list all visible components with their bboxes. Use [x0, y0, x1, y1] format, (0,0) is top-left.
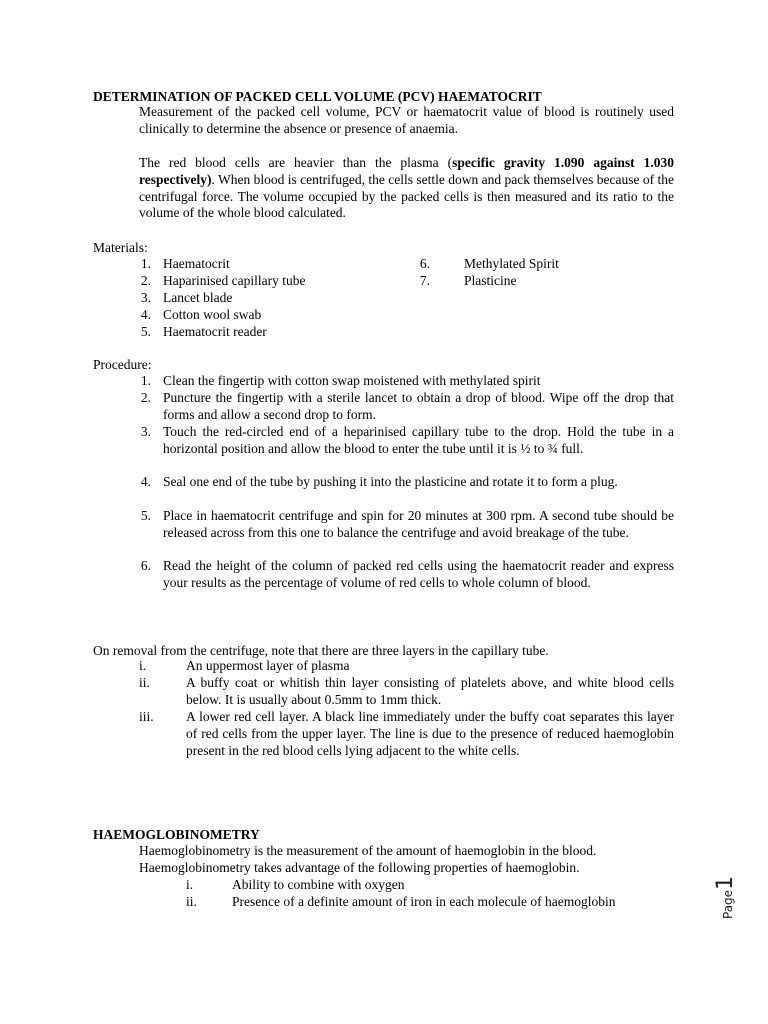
- specific-gravity-paragraph: [139, 155, 674, 222]
- item-number: 1.: [140, 256, 151, 271]
- item-number: i.: [139, 658, 147, 673]
- item-text: An uppermost layer of plasma: [186, 658, 350, 673]
- item-number: iii.: [139, 709, 154, 724]
- paragraph-text: The red blood cells are heavier than the plasma (: [139, 155, 453, 170]
- bold-text: specific gravity 1.090 against 1.030 respectively): [139, 155, 675, 187]
- item-number: i.: [186, 877, 194, 892]
- item-text: Methylated Spirit: [464, 256, 559, 271]
- item-number: ii.: [139, 675, 150, 690]
- page-number: 1: [713, 875, 738, 890]
- step-number: 5.: [140, 508, 151, 523]
- step-number: 3.: [140, 424, 151, 439]
- item-text: Plasticine: [464, 273, 517, 288]
- step-text: Clean the fingertip with cotton swap moistened with methylated spirit: [163, 373, 541, 388]
- procedure-label: Procedure:: [93, 357, 152, 372]
- haemoglobinometry-line-2: Haemoglobinometry takes advantage of the following properties of haemoglobin.: [139, 860, 580, 875]
- step-number: 4.: [140, 474, 151, 489]
- materials-label: Materials:: [93, 240, 148, 255]
- page-word: Page: [721, 889, 735, 919]
- step-text: Read the height of the column of packed red cells using the haematocrit reader and express your results as the percentage of volume of red cells to whole column of blood.: [163, 558, 674, 590]
- item-number: 5.: [140, 324, 151, 339]
- section-title-haemoglobinometry: HAEMOGLOBINOMETRY: [93, 827, 260, 842]
- haemoglobinometry-line-1: Haemoglobinometry is the measurement of the amount of haemoglobin in the blood.: [139, 843, 597, 858]
- item-number: 3.: [140, 290, 151, 305]
- item-number: 7.: [419, 273, 430, 288]
- step-number: 2.: [140, 390, 151, 405]
- item-text: Lancet blade: [163, 290, 233, 305]
- intro-paragraph: Measurement of the packed cell volume, PCV or haematocrit value of blood is routinely used clinically to determine the absence or presence of anaemia.: [139, 104, 674, 136]
- step-text: Puncture the fingertip with a sterile lancet to obtain a drop of blood. Wipe off the drop that forms and allow a second drop to form.: [163, 390, 674, 422]
- step-number: 6.: [140, 558, 151, 573]
- item-text: Presence of a definite amount of iron in each molecule of haemoglobin: [232, 894, 616, 909]
- layers-intro: On removal from the centrifuge, note that there are three layers in the capillary tube.: [93, 643, 549, 658]
- item-text: Ability to combine with oxygen: [232, 877, 405, 892]
- item-text: Haparinised capillary tube: [163, 273, 306, 288]
- item-number: ii.: [186, 894, 197, 909]
- page-number-footer: [713, 873, 737, 919]
- item-text: A lower red cell layer. A black line immediately under the buffy coat separates this layer of red cells from the upper layer. The line is due to the presence of reduced haemoglobin present in the red blood cells lying adjacent to the white cells.: [186, 709, 674, 758]
- item-text: Haematocrit reader: [163, 324, 267, 339]
- item-number: 4.: [140, 307, 151, 322]
- step-text: Touch the red-circled end of a heparinised capillary tube to the drop. Hold the tube in a horizontal position and allow the blood to enter the tube until it is ½ to ¾ full.: [163, 424, 674, 456]
- step-text: Seal one end of the tube by pushing it into the plasticine and rotate it to form a plug.: [163, 474, 618, 489]
- item-text: Cotton wool swab: [163, 307, 262, 322]
- item-number: 6.: [419, 256, 430, 271]
- item-number: 2.: [140, 273, 151, 288]
- item-text: A buffy coat or whitish thin layer consisting of platelets above, and white blood cells below. It is usually about 0.5mm to 1mm thick.: [186, 675, 674, 707]
- section-title-pcv: DETERMINATION OF PACKED CELL VOLUME (PCV) HAEMATOCRIT: [93, 89, 542, 104]
- step-number: 1.: [140, 373, 151, 388]
- paragraph-text: . When blood is centrifuged, the cells settle down and pack themselves because of the centrifugal force. The volume occupied by the packed cells is then measured and its ratio to the volume of the whole blood calculated.: [139, 171, 674, 221]
- step-text: Place in haematocrit centrifuge and spin for 20 minutes at 300 rpm. A second tube should be released across from this one to balance the centrifuge and avoid breakage of the tube.: [163, 508, 674, 540]
- item-text: Haematocrit: [163, 256, 230, 271]
